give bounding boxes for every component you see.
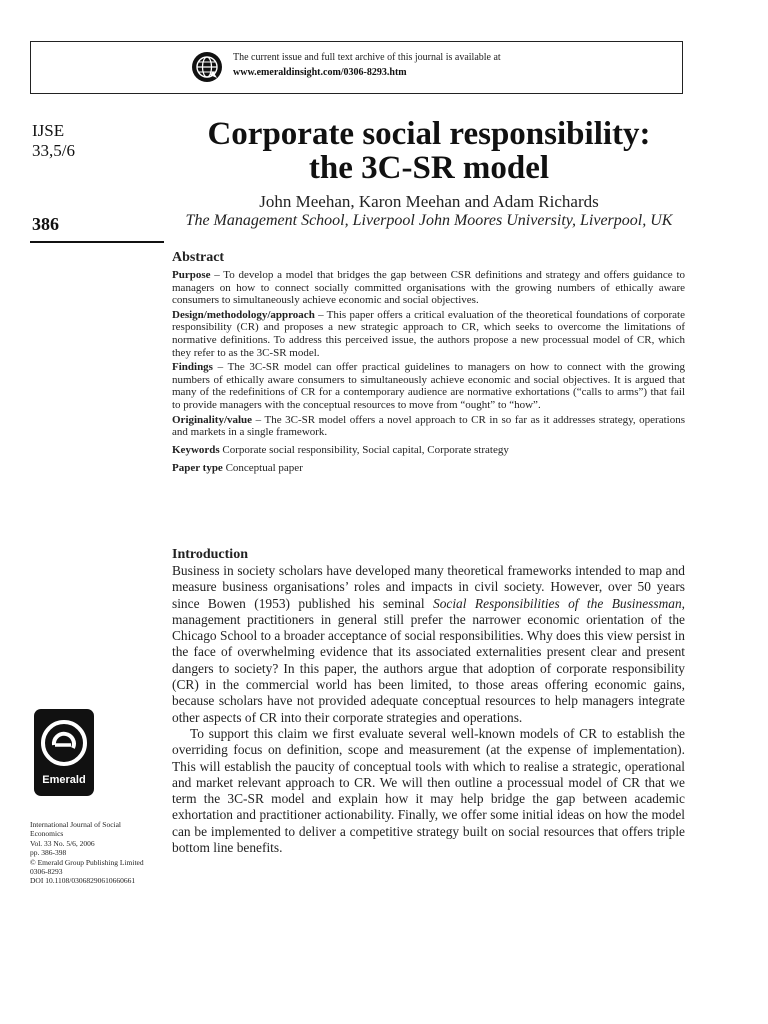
emerald-logo <box>34 709 94 796</box>
abstract-findings <box>172 361 685 411</box>
intro-p1-start: Business in society scholars have developed many theoretical frameworks intended to map and measure business organisations’ roles and impacts in civil society. However, over 50 years since Bowen (1953) published his seminal <box>172 563 685 611</box>
abstract-keywords <box>172 444 685 457</box>
page-number: 386 <box>32 214 59 234</box>
emerald-wordmark: Emerald <box>42 774 86 786</box>
title-line-1: Corporate social responsibility: <box>207 116 651 152</box>
design-label: Design/methodology/approach <box>172 308 315 321</box>
abstract-purpose <box>172 269 685 307</box>
design-text: – This paper offers a critical evaluation of the theoretical foundations of corporate responsibility (CR) and proposes a new strategic approach to CR, which seeks to overcome the limitations of normative definitions. To address this perceived issue, the authors propose a new processual model of CR, which they refer to as the 3C-SR model. <box>172 308 685 359</box>
abstract-heading: Abstract <box>172 250 225 265</box>
margin-divider <box>30 241 164 243</box>
pubinfo-issn: 0306-8293 <box>30 867 63 877</box>
pubinfo-pages: pp. 386-398 <box>30 848 67 858</box>
paper-type-label: Paper type <box>172 462 223 475</box>
originality-text: – The 3C-SR model offers a novel approach to CR in so far as it addresses strategy, operations and markets in a single framework. <box>172 413 685 439</box>
pubinfo-journal: International Journal of Social <box>30 820 122 829</box>
globe-icon <box>191 51 223 83</box>
keywords-text: Corporate social responsibility, Social capital, Corporate strategy <box>219 443 509 456</box>
pubinfo-journal-cont: Economics <box>30 829 64 839</box>
pubinfo-copyright: © Emerald Group Publishing Limited <box>30 857 144 867</box>
intro-book-title: Social Responsibilities of the Businessman <box>433 595 682 611</box>
publication-info <box>30 820 170 886</box>
journal-abbrev: IJSE <box>32 121 65 140</box>
intro-paragraph-1 <box>172 563 685 726</box>
purpose-label: Purpose <box>172 269 211 281</box>
journal-code <box>32 121 75 161</box>
authors: John Meehan, Karon Meehan and Adam Richards <box>259 192 599 211</box>
journal-url-link[interactable]: www.emeraldinsight.com/0306-8293.htm <box>233 67 407 78</box>
journal-notice-box <box>30 41 683 94</box>
abstract-design <box>172 309 685 359</box>
originality-label: Originality/value <box>172 413 253 426</box>
pubinfo-doi: DOI 10.1108/03068290610660661 <box>30 876 136 886</box>
purpose-text: – To develop a model that bridges the gap between CSR definitions and strategy and offers guidance to managers on how to connect socially committed organisations with the growing numbers of ethically aware consumers to simultaneously achieve economic and social objectives. <box>172 269 685 307</box>
abstract-section <box>172 249 685 477</box>
keywords-label: Keywords <box>172 443 220 456</box>
pubinfo-volume: Vol. 33 No. 5/6, 2006 <box>30 838 95 848</box>
abstract-originality <box>172 414 685 439</box>
volume-issue: 33,5/6 <box>32 141 75 160</box>
title-line-2: the 3C-SR model <box>308 150 550 186</box>
findings-text: – The 3C-SR model can offer practical guidelines to managers on how to connect with the growing numbers of ethically aware consumers to simultaneously achieve economic and social objectives. It is argued that many of the redefinitions of CR for a contemporary audience are normative exhortations (“calls to arms”) that fail to provide managers with the conceptual resources to move from “ought” to “how”. <box>172 361 685 411</box>
intro-p1-end: , management practitioners in general still prefer the narrower economic orientation of the Chicago School to a broader acceptance of social responsibilities. Why does this view persist in the face of overwhelming evidence that its associated externalities present clear and present dangers to society? In this paper, the authors argue that adoption of corporate responsibility (CR) in the commercial world has been limited, to those areas offering economic gains, because scholars have not provided adequate conceptual resources to help managers integrate other aspects of CR into their corporate strategies and operations. <box>172 595 685 725</box>
article-title <box>170 117 688 185</box>
affiliation: The Management School, Liverpool John Moores University, Liverpool, UK <box>185 212 673 229</box>
findings-label: Findings <box>172 361 213 374</box>
intro-paragraph-2: To support this claim we first evaluate several well-known models of CR to establish the overriding focus on definition, scope and measurement (at the expense of implementation). This will establish the paucity of conceptual tools with which to realise a strategic, operational and market relevant approach to CR. We will then outline a processual model of CR that we term the 3C-SR model and explain how it may help bridge the gap between academic exhortation and practitioner actionability. Finally, we offer some initial ideas on how the model can be implemented to deliver a competitive strategy built on social resources that offers triple bottom line benefits. <box>172 725 685 856</box>
archive-notice-text: The current issue and full text archive of this journal is available at <box>233 52 501 63</box>
emerald-swirl-icon <box>40 717 88 769</box>
abstract-paper-type <box>172 462 685 475</box>
introduction-heading: Introduction <box>172 547 248 562</box>
paper-type-text: Conceptual paper <box>222 462 303 475</box>
introduction-section <box>172 546 685 856</box>
